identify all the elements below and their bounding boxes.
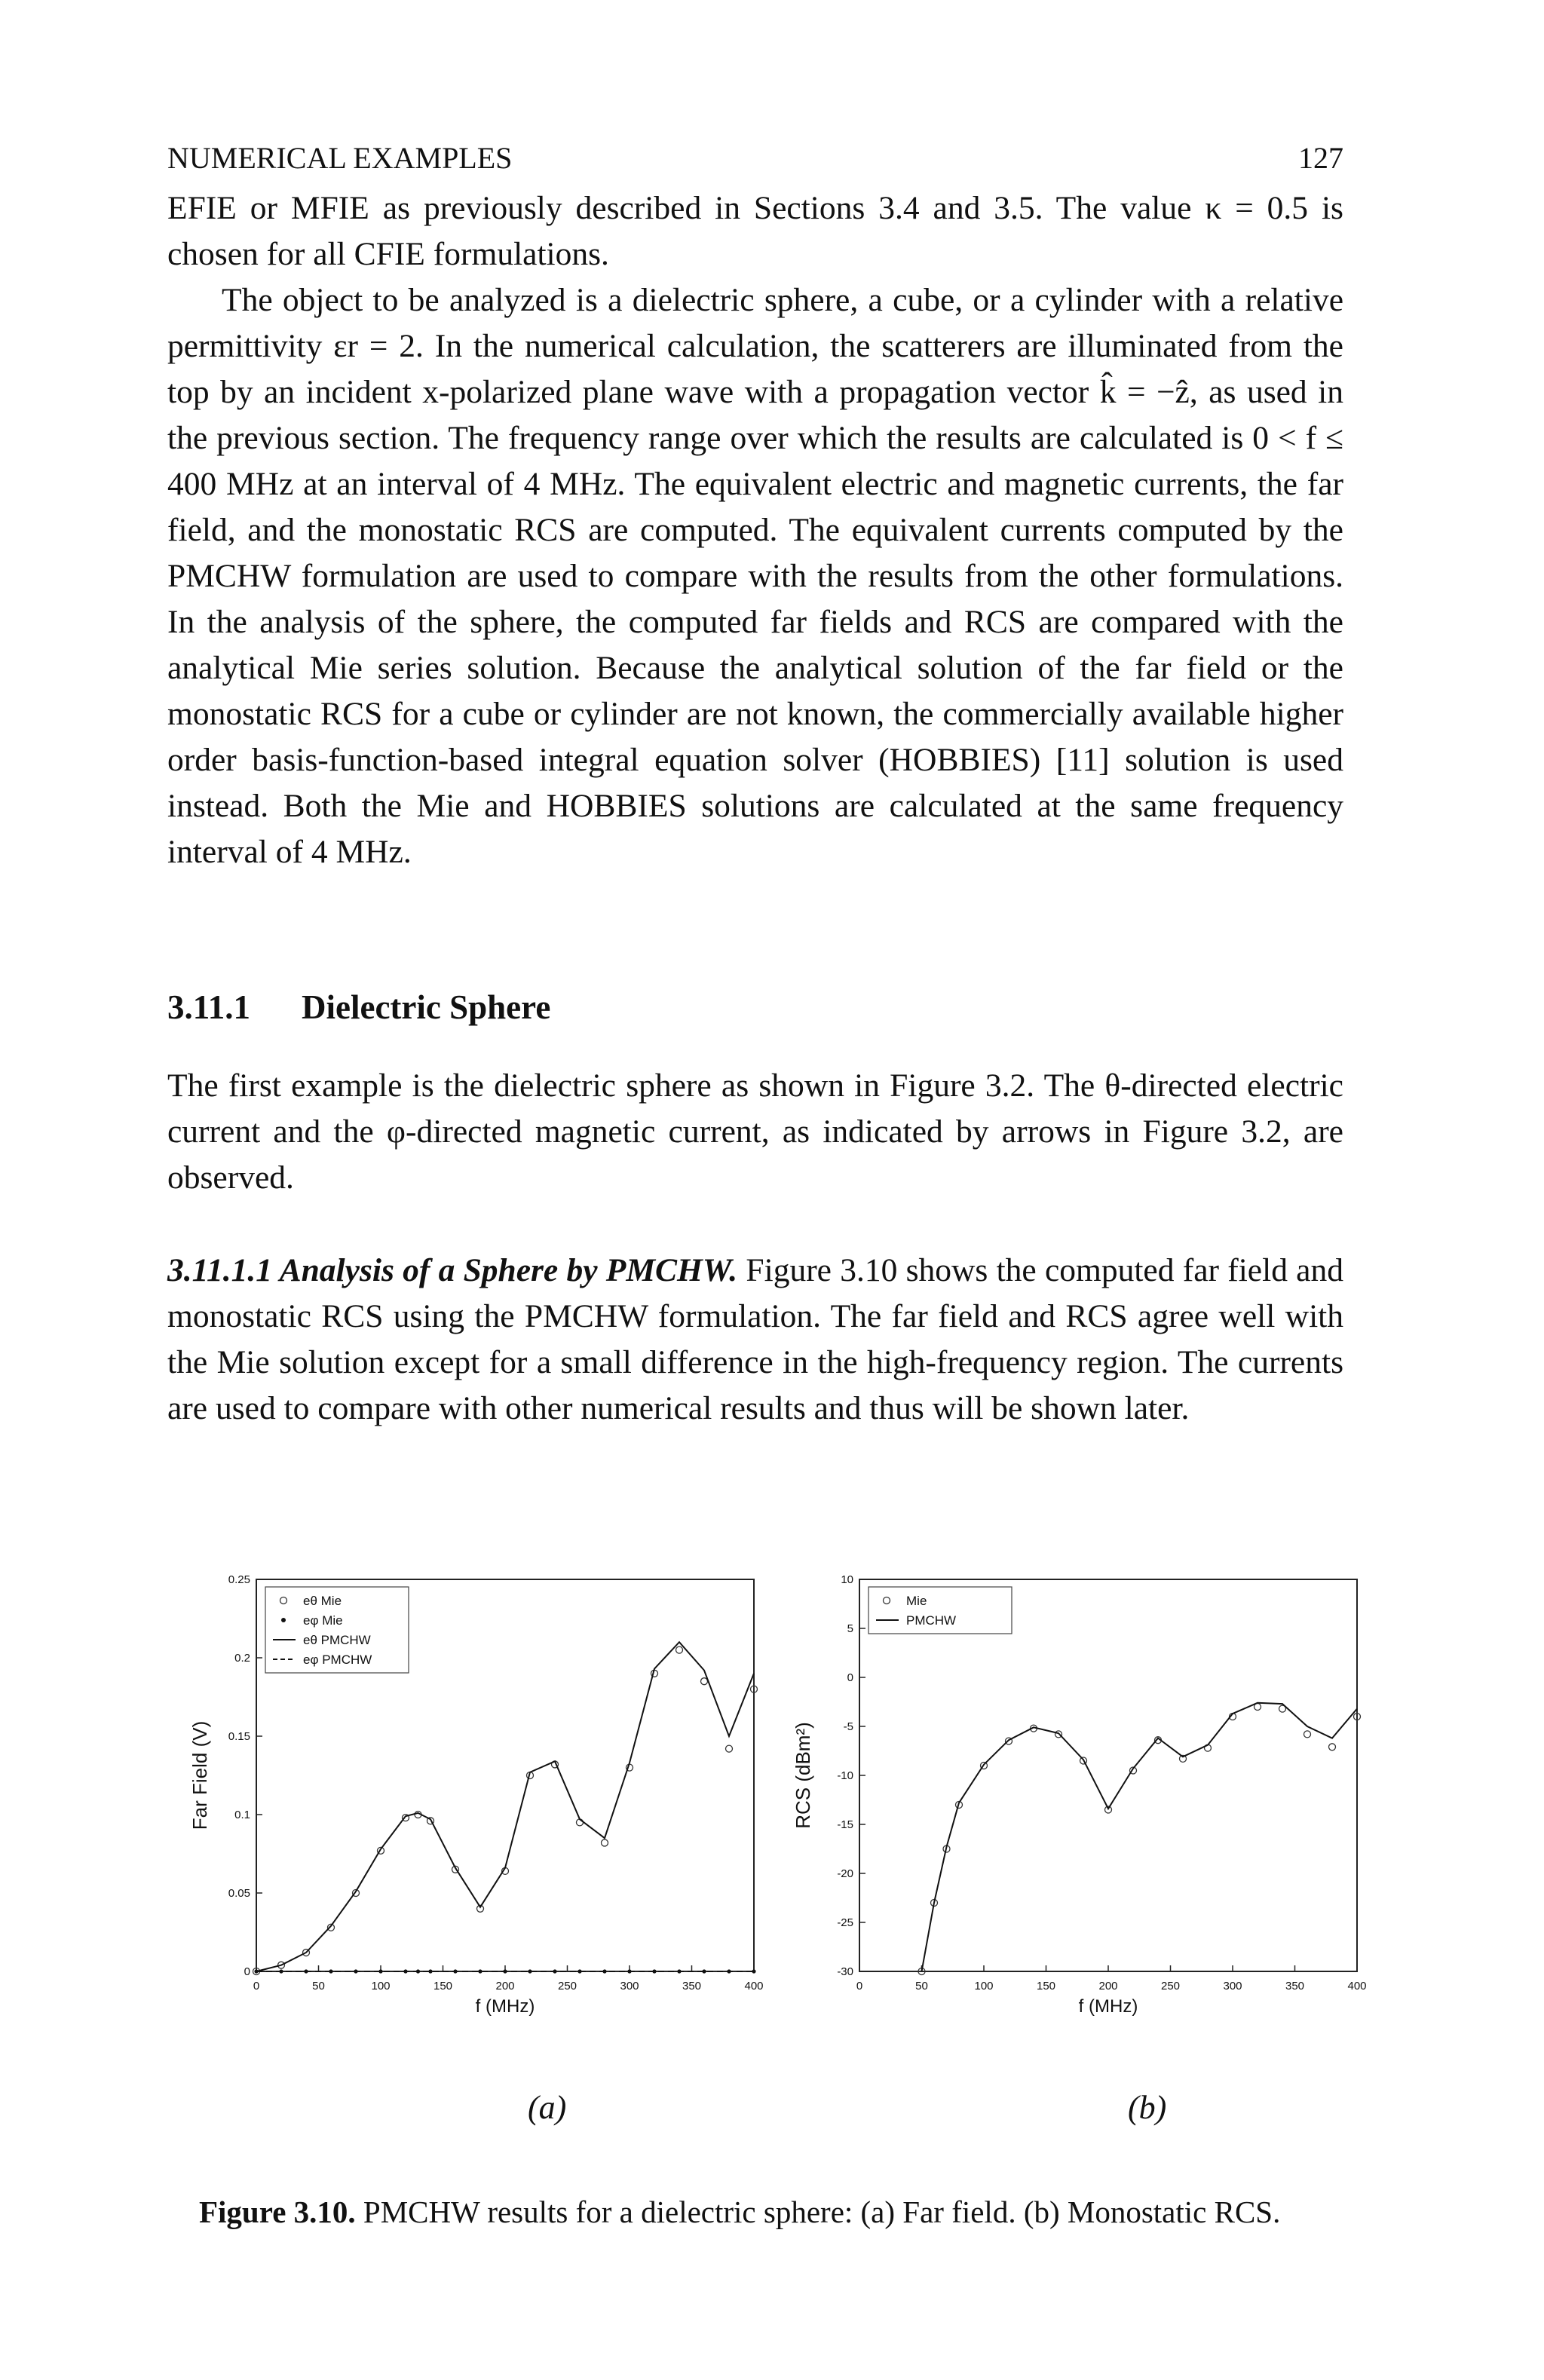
far-field-legend-label: eθ Mie xyxy=(303,1594,342,1608)
far-field-xtick-label: 300 xyxy=(620,1980,639,1993)
section-number: 3.11.1 xyxy=(167,988,251,1026)
section-title: Dielectric Sphere xyxy=(302,988,551,1026)
far-field-ylabel: Far Field (V) xyxy=(188,1720,211,1830)
far-field-series-point xyxy=(726,1745,733,1752)
rcs-ytick-label: 0 xyxy=(847,1671,853,1684)
far-field-ytick-label: 0.25 xyxy=(228,1573,250,1586)
rcs-ytick-label: -10 xyxy=(837,1769,853,1782)
panel-label-a: (a) xyxy=(528,2089,567,2126)
section-body xyxy=(167,1063,1343,1201)
far-field-series-point xyxy=(602,1839,608,1846)
page-number: 127 xyxy=(1298,141,1343,175)
far-field-xtick-label: 350 xyxy=(682,1980,702,1993)
paragraph-1: EFIE or MFIE as previously described in Sections 3.4 and 3.5. The value κ = 0.5 is chosen for all CFIE formulations. xyxy=(167,190,1343,272)
rcs-ytick-label: -5 xyxy=(843,1720,853,1733)
rcs-xtick-label: 150 xyxy=(1036,1980,1056,1993)
far-field-ytick-label: 0.05 xyxy=(228,1887,250,1900)
far-field-series-point xyxy=(701,1678,708,1685)
caption-label: Figure 3.10. xyxy=(199,2195,356,2229)
far-field-legend-label: eθ PMCHW xyxy=(303,1633,371,1647)
rcs-ytick-label: -25 xyxy=(837,1916,853,1929)
body-text xyxy=(167,185,1343,875)
far-field-series-line xyxy=(256,1642,754,1971)
far-field-ytick-label: 0 xyxy=(244,1965,250,1978)
rcs-axes-frame xyxy=(859,1579,1357,1971)
far-field-xtick-label: 150 xyxy=(433,1980,453,1993)
rcs-legend-label: Mie xyxy=(906,1594,927,1608)
far-field-series-point xyxy=(676,1646,683,1653)
subsection-title: 3.11.1.1 Analysis of a Sphere by PMCHW. xyxy=(167,1252,738,1288)
rcs-ylabel: RCS (dBm²) xyxy=(792,1722,814,1829)
far-field-ytick-label: 0.1 xyxy=(234,1809,250,1821)
section-paragraph: The first example is the dielectric sphere as shown in Figure 3.2. The θ-directed electric current and the φ-directed magnetic current, as indicated by arrows in Figure 3.2, are observed. xyxy=(167,1067,1343,1196)
subsection-body xyxy=(167,1248,1343,1432)
far-field-series-point xyxy=(752,1969,755,1973)
far-field-ytick-label: 0.2 xyxy=(234,1652,250,1665)
rcs-xtick-label: 350 xyxy=(1285,1980,1305,1993)
rcs-ytick-label: 5 xyxy=(847,1622,853,1635)
far-field-xtick-label: 250 xyxy=(557,1980,577,1993)
subsection-text: Figure 3.10 shows the computed far field and monostatic RCS using the PMCHW formulation. The far field and RCS agree well with the Mie solution except for a small difference in the high-frequency region. The currents are used to compare with other numerical results and thus will be shown later. xyxy=(167,1252,1343,1426)
far-field-xtick-label: 100 xyxy=(371,1980,391,1993)
rcs-xtick-label: 200 xyxy=(1098,1980,1118,1993)
far-field-legend-swatch xyxy=(281,1618,286,1622)
rcs-ytick-label: 10 xyxy=(841,1573,853,1586)
rcs-series-point xyxy=(1329,1744,1336,1751)
rcs-ytick-label: -15 xyxy=(837,1818,853,1831)
rcs-series-point xyxy=(1304,1731,1311,1738)
far-field-series-point xyxy=(478,1969,482,1973)
rcs-series-line xyxy=(922,1703,1358,1971)
running-title: NUMERICAL EXAMPLES xyxy=(167,141,513,175)
rcs-xlabel: f (MHz) xyxy=(1078,1996,1138,2017)
rcs-legend-label: PMCHW xyxy=(906,1613,957,1628)
monostatic-rcs-chart xyxy=(777,1564,1380,2047)
rcs-ytick-label: -20 xyxy=(837,1867,853,1880)
far-field-xtick-label: 400 xyxy=(744,1980,764,1993)
rcs-xtick-label: 250 xyxy=(1160,1980,1181,1993)
rcs-xtick-label: 50 xyxy=(915,1980,928,1993)
far-field-chart xyxy=(173,1564,777,2047)
far-field-xlabel: f (MHz) xyxy=(475,1996,535,2017)
far-field-legend-label: eφ Mie xyxy=(303,1613,343,1628)
rcs-xtick-label: 0 xyxy=(856,1980,863,1993)
far-field-ytick-label: 0.15 xyxy=(228,1730,250,1743)
rcs-xtick-label: 100 xyxy=(974,1980,994,1993)
section-heading xyxy=(167,988,550,1027)
far-field-series-point xyxy=(428,1969,432,1973)
rcs-xtick-label: 400 xyxy=(1347,1980,1367,1993)
running-head xyxy=(167,140,1343,176)
rcs-xtick-label: 300 xyxy=(1223,1980,1242,1993)
far-field-xtick-label: 0 xyxy=(253,1980,260,1993)
panel-label-b: (b) xyxy=(1128,2089,1167,2126)
subsection-paragraph xyxy=(167,1248,1343,1432)
far-field-legend-label: eφ PMCHW xyxy=(303,1653,372,1667)
far-field-xtick-label: 200 xyxy=(495,1980,515,1993)
far-field-xtick-label: 50 xyxy=(312,1980,325,1993)
caption-text: PMCHW results for a dielectric sphere: (a) Far field. (b) Monostatic RCS. xyxy=(363,2195,1281,2229)
figure-caption xyxy=(199,2194,1375,2230)
rcs-ytick-label: -30 xyxy=(837,1965,853,1978)
paragraph-2: The object to be analyzed is a dielectric sphere, a cube, or a cylinder with a relative permittivity εr = 2. In the numerical calculation, the scatterers are illuminated from the top by an incident x-polarized plane wave with a propagation vector k̂ = −ẑ, as used in the previous section. The frequency range over which the results are calculated is 0 < f ≤ 400 MHz at an interval of 4 MHz. The equivalent electric and magnetic currents, the far field, and the monostatic RCS are computed. The equivalent currents computed by the PMCHW formulation are used to compare with the results from the other formulations. In the analysis of the sphere, the computed far fields and RCS are compared with the analytical Mie series solution. Because the analytical solution of the far field or the monostatic RCS for a cube or cylinder are not known, the commercially available higher order basis-function-based integral equation solver (HOBBIES) [11] solution is used instead. Both the Mie and HOBBIES solutions are calculated at the same frequency interval of 4 MHz. xyxy=(167,282,1343,870)
